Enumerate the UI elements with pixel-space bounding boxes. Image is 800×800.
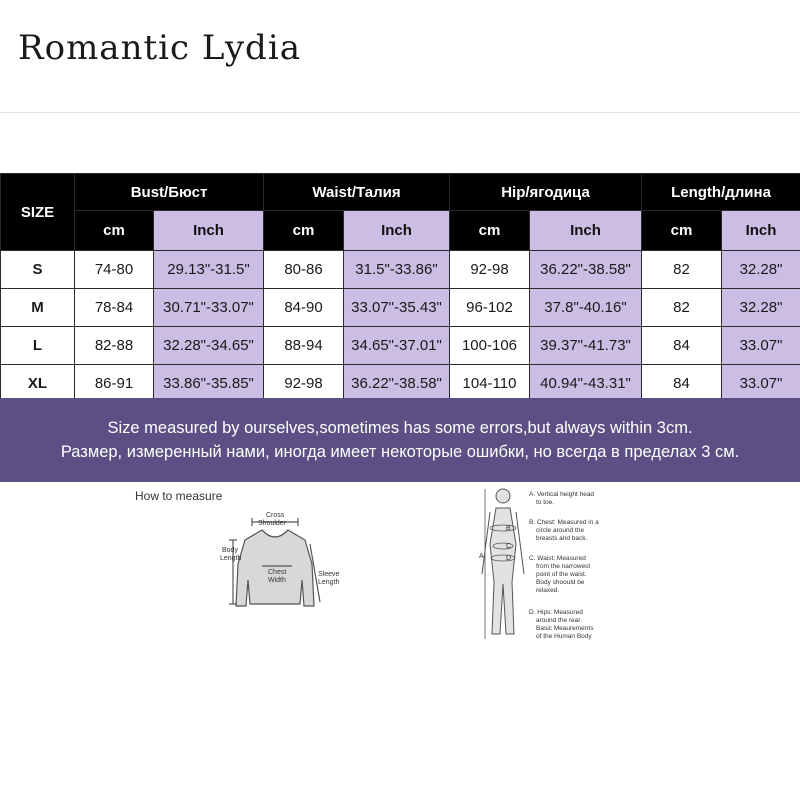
sleeve-label: Sleeve — [318, 571, 340, 578]
bust-cm: 74-80 — [75, 251, 154, 289]
hip-cm: 100-106 — [450, 327, 530, 365]
unit-inch: Inch — [530, 211, 642, 251]
size-label: S — [1, 251, 75, 289]
unit-cm: cm — [75, 211, 154, 251]
hip-cm: 92-98 — [450, 251, 530, 289]
how-to-measure-illustration — [0, 484, 800, 800]
hip-inch: 36.22"-38.58" — [530, 251, 642, 289]
table-row — [1, 365, 800, 403]
body-figure-icon — [482, 489, 524, 634]
bust-cm: 86-91 — [75, 365, 154, 403]
size-header: SIZE — [1, 174, 75, 251]
unit-inch: Inch — [154, 211, 264, 251]
legend-d1: D. Hips: Measured — [529, 609, 583, 616]
waist-cm: 84-90 — [264, 289, 344, 327]
hip-inch: 40.94"-43.31" — [530, 365, 642, 403]
legend-d2: around the rear. — [536, 617, 582, 624]
waist-cm: 88-94 — [264, 327, 344, 365]
unit-inch: Inch — [344, 211, 450, 251]
how-to-measure-panel — [0, 484, 800, 800]
size-chart-table — [0, 173, 800, 403]
legend-d4: of the Human Body — [536, 633, 592, 640]
length-cm: 84 — [642, 365, 722, 403]
length-cm: 82 — [642, 289, 722, 327]
note-english: Size measured by ourselves,sometimes has some errors,but always within 3cm. — [107, 419, 693, 437]
legend-a2: to toe. — [536, 499, 555, 506]
waist-inch: 34.65"-37.01" — [344, 327, 450, 365]
waist-inch: 33.07"-35.43" — [344, 289, 450, 327]
length-cm: 84 — [642, 327, 722, 365]
body-label: Body — [222, 547, 238, 554]
unit-cm: cm — [642, 211, 722, 251]
legend-a1: A. Vertical height head — [529, 491, 595, 498]
legend-c4: Body shoould be — [536, 579, 585, 586]
table-row — [1, 289, 800, 327]
garment-icon — [229, 518, 320, 606]
size-label: M — [1, 289, 75, 327]
bust-inch: 32.28"-34.65" — [154, 327, 264, 365]
body-length-label: Length — [220, 555, 242, 562]
hip-cm: 96-102 — [450, 289, 530, 327]
waist-inch: 36.22"-38.58" — [344, 365, 450, 403]
fig-label-a: A — [479, 553, 484, 560]
legend-c3: point of the waist. — [536, 571, 587, 578]
unit-cm: cm — [450, 211, 530, 251]
fig-label-d: D — [506, 555, 512, 562]
legend-c5: relaxed. — [536, 587, 560, 594]
bust-header: Bust/Бюст — [75, 174, 264, 211]
waist-cm: 92-98 — [264, 365, 344, 403]
hip-inch: 37.8"-40.16" — [530, 289, 642, 327]
fig-label-c: C — [506, 543, 512, 550]
measurement-note — [0, 398, 800, 482]
hip-inch: 39.37"-41.73" — [530, 327, 642, 365]
sleeve-length-label: Length — [318, 579, 340, 586]
waist-cm: 80-86 — [264, 251, 344, 289]
waist-inch: 31.5"-33.86" — [344, 251, 450, 289]
shoulder-label: Shoulder — [258, 520, 287, 527]
table-row — [1, 251, 800, 289]
length-inch: 33.07" — [722, 365, 800, 403]
cross-label: Cross — [266, 512, 285, 519]
width-label: Width — [268, 577, 286, 584]
length-cm: 82 — [642, 251, 722, 289]
length-inch: 33.07" — [722, 327, 800, 365]
legend-d3: Basic Meaurements — [536, 625, 594, 632]
legend-b1: B. Chest: Measured in a — [529, 519, 599, 526]
table-row — [1, 327, 800, 365]
unit-inch: Inch — [722, 211, 800, 251]
chest-label: Chest — [268, 569, 287, 576]
bust-inch: 33.86"-35.85" — [154, 365, 264, 403]
hip-header: Hip/ягодица — [450, 174, 642, 211]
legend-b3: breasts and back. — [536, 535, 588, 542]
bust-cm: 82-88 — [75, 327, 154, 365]
fig-label-b: B — [506, 525, 511, 532]
waist-header: Waist/Талия — [264, 174, 450, 211]
legend-c1: C. Waist: Measured — [529, 555, 586, 562]
howto-title: How to measure — [135, 489, 223, 503]
brand-logo: Romantic Lydia — [18, 28, 301, 68]
legend-c2: from the narrowest — [536, 563, 591, 570]
legend-b2: circle around the — [536, 527, 585, 534]
bust-inch: 30.71"-33.07" — [154, 289, 264, 327]
length-inch: 32.28" — [722, 251, 800, 289]
bust-cm: 78-84 — [75, 289, 154, 327]
hip-cm: 104-110 — [450, 365, 530, 403]
length-inch: 32.28" — [722, 289, 800, 327]
size-label: L — [1, 327, 75, 365]
size-label: XL — [1, 365, 75, 403]
length-header: Length/длина — [642, 174, 800, 211]
note-russian: Размер, измеренный нами, иногда имеет некоторые ошибки, но всегда в пределах 3 см. — [60, 443, 740, 461]
bust-inch: 29.13"-31.5" — [154, 251, 264, 289]
unit-cm: cm — [264, 211, 344, 251]
divider — [0, 112, 800, 113]
